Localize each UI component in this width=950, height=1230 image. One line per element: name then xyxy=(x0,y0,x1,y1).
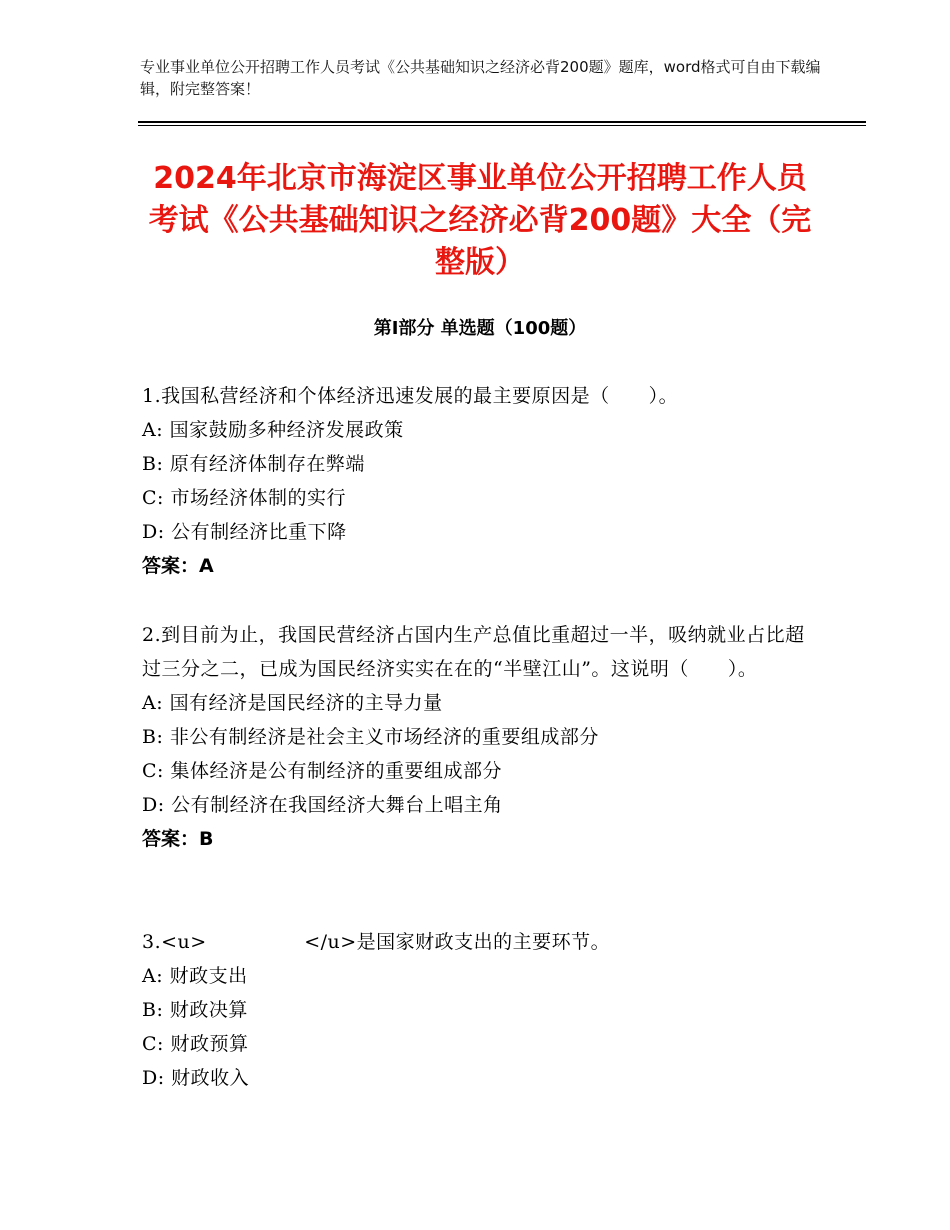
option-d: D: 公有制经济在我国经济大舞台上唱主角 xyxy=(142,794,503,816)
header-divider-thick xyxy=(138,121,866,123)
option-c: C: 集体经济是公有制经济的重要组成部分 xyxy=(142,760,502,782)
option-b: B: 财政决算 xyxy=(142,999,248,1021)
option-c: C: 财政预算 xyxy=(142,1033,249,1055)
option-a: A: 国有经济是国民经济的主导力量 xyxy=(142,692,443,714)
question-3 xyxy=(142,925,822,1095)
question-stem: 3.<u> </u>是国家财政支出的主要环节。 xyxy=(142,931,611,953)
option-c: C: 市场经济体制的实行 xyxy=(142,487,346,509)
option-d: D: 财政收入 xyxy=(142,1067,250,1089)
section-title: 第I部分 单选题（100题） xyxy=(373,318,587,339)
option-b: B: 非公有制经济是社会主义市场经济的重要组成部分 xyxy=(142,726,599,748)
header-note: 专业事业单位公开招聘工作人员考试《公共基础知识之经济必背200题》题库，word格式可自由下载编辑，附完整答案！ xyxy=(140,58,821,98)
question-stem: 1.我国私营经济和个体经济迅速发展的最主要原因是（ ）。 xyxy=(142,385,679,407)
document-title: 2024年北京市海淀区事业单位公开招聘工作人员考试《公共基础知识之经济必背200题》大全（完整版） xyxy=(148,161,812,280)
option-b: B: 原有经济体制存在弊端 xyxy=(142,453,365,475)
header-divider-thin xyxy=(138,125,866,126)
question-2 xyxy=(142,618,822,856)
answer: 答案：A xyxy=(142,555,214,577)
option-a: A: 财政支出 xyxy=(142,965,248,987)
question-1 xyxy=(142,379,822,583)
option-a: A: 国家鼓励多种经济发展政策 xyxy=(142,419,404,441)
answer: 答案：B xyxy=(142,828,214,850)
option-d: D: 公有制经济比重下降 xyxy=(142,521,347,543)
question-stem: 2.到目前为止，我国民营经济占国内生产总值比重超过一半，吸纳就业占比超过三分之二，已成为国民经济实实在在的“半壁江山”。这说明（ ）。 xyxy=(142,624,805,680)
